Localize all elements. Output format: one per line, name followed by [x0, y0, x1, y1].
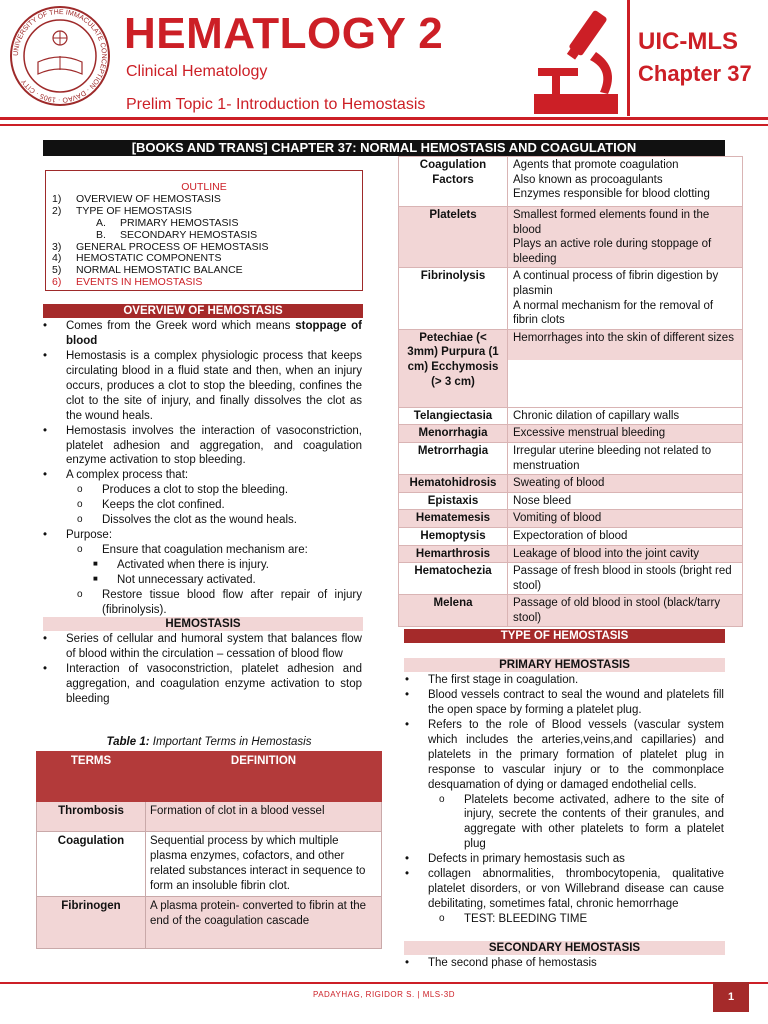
table-row: Hematemesis Vomiting of blood [399, 510, 743, 528]
type-heading: TYPE OF HEMOSTASIS [404, 629, 725, 643]
table-row: Coagulation Sequential process by which multiple plasma enzymes, cofactors, and other related substances interact in sequence to form an insoluble fibrin clot. [37, 832, 382, 897]
overview-heading: OVERVIEW OF HEMOSTASIS [43, 304, 363, 318]
footer-rule [0, 982, 768, 984]
bullet-item: • Defects in primary hemostasis such as [398, 852, 724, 867]
square-bullet-item: ■ Activated when there is injury. [36, 558, 362, 573]
table-row: Fibrinolysis A continual process of fibrin digestion by plasmin A normal mechanism for the removal of fibrin clots [399, 268, 743, 329]
primary-section [398, 673, 724, 927]
sub-bullet-item: o Platelets become activated, adhere to the site of injury, secrete the contents of their granules, and aggregate with other platelets to form a platelet plug [398, 793, 724, 853]
bullet-item: • Refers to the role of Blood vessels (vascular system which includes the arteries,veins,and capillaries) and platelets in the primary formation of platelet plug in response to vascular injury or to the commonplace desquamation of dying or damaged endothelial cells. [398, 718, 724, 793]
course-subtitle: Clinical Hematology [126, 63, 268, 80]
outline-item: 6) EVENTS IN HEMOSTASIS [52, 276, 203, 289]
outline-item: 4) HEMOSTATIC COMPONENTS [52, 252, 222, 265]
hemostasis-section [36, 632, 362, 707]
header-rule [0, 117, 768, 120]
table-row: Coagulation Factors Agents that promote coagulation Also known as procoagulants Enzymes responsible for blood clotting [399, 157, 743, 207]
table-row: Platelets Smallest formed elements found in the blood Plays an active role during stoppage of bleeding [399, 207, 743, 268]
primary-heading: PRIMARY HEMOSTASIS [404, 658, 725, 672]
table-row: Petechiae (< 3mm) Purpura (1 cm) Ecchymosis (> 3 cm) Hemorrhages into the skin of different sizes [399, 329, 743, 407]
document-banner: [BOOKS AND TRANS] CHAPTER 37: NORMAL HEMOSTASIS AND COAGULATION [43, 140, 725, 156]
table-row: Hemarthrosis Leakage of blood into the joint cavity [399, 545, 743, 563]
sub-bullet-item: o TEST: BLEEDING TIME [398, 912, 724, 927]
sub-bullet-item: o Produces a clot to stop the bleeding. [36, 483, 362, 498]
sub-bullet-item: o Keeps the clot confined. [36, 498, 362, 513]
table-row: Fibrinogen A plasma protein- converted to fibrin at the end of the coagulation cascade [37, 896, 382, 948]
table-header: TERMS [37, 752, 146, 802]
table-row: Hematohidrosis Sweating of blood [399, 475, 743, 493]
page-number: 1 [713, 982, 749, 1012]
table-row: Thrombosis Formation of clot in a blood vessel [37, 802, 382, 832]
bullet-item: • Comes from the Greek word which means stoppage of blood [36, 319, 362, 349]
chapter-label: Chapter 37 [638, 61, 752, 86]
bullet-item: • A complex process that: [36, 468, 362, 483]
org-label: UIC-MLS [638, 28, 738, 55]
footer-author: PADAYHAG, RIGIDOR S. | MLS-3D [312, 990, 456, 999]
square-bullet-item: ■ Not unnecessary activated. [36, 573, 362, 588]
bullet-item: • Hemostasis is a complex physiologic process that keeps circulating blood in a fluid state and then, when an injury occurs, produces a clot to stop the bleeding, confines the clot to the site of injury, and finally dissolves the clot as the wound heals. [36, 349, 362, 424]
overview-section [36, 319, 362, 618]
table-row: Metrorrhagia Irregular uterine bleeding not related to menstruation [399, 442, 743, 474]
bullet-item: • Interaction of vasoconstriction, platelet adhesion and aggregation, and coagulation enzyme activation to stop bleeding [36, 662, 362, 707]
table-row: Melena Passage of old blood in stool (black/tarry stool) [399, 595, 743, 627]
outline-item: 2) TYPE OF HEMOSTASIS [52, 204, 192, 217]
hemostasis-heading: HEMOSTASIS [43, 617, 363, 631]
course-title: HEMATLOGY 2 [124, 9, 444, 58]
outline-title: OUTLINE [181, 181, 227, 193]
topic-title: Prelim Topic 1- Introduction to Hemostasis [126, 96, 426, 113]
header-divider [627, 0, 630, 116]
sub-bullet-item: o Dissolves the clot as the wound heals. [36, 513, 362, 528]
svg-text:UNIVERSITY OF THE IMMACULATE C: UNIVERSITY OF THE IMMACULATE CONCEPTION · DAVAO · 1905 · CITY [12, 8, 108, 104]
table-row: Telangiectasia Chronic dilation of capillary walls [399, 407, 743, 425]
table-caption: Table 1: Important Terms in Hemostasis [106, 736, 312, 748]
bullet-item: • The first stage in coagulation. [398, 673, 724, 688]
outline-item: 5) NORMAL HEMOSTATIC BALANCE [52, 264, 243, 277]
table-row: Menorrhagia Excessive menstrual bleeding [399, 425, 743, 443]
bullet-item: • Blood vessels contract to seal the wound and platelets fill the open space by forming a platelet plug. [398, 688, 724, 718]
secondary-section [398, 956, 724, 971]
hemostasis-terms-table [398, 156, 743, 627]
bullet-item: • collagen abnormalities, thrombocytopenia, qualitative platelet disorders, or von Willebrand disease can cause debilitating, sometimes fatal, chronic hemorrhage [398, 867, 724, 912]
bullet-item: • The second phase of hemostasis [398, 956, 724, 971]
important-terms-table [36, 751, 382, 949]
outline-item: 1) OVERVIEW OF HEMOSTASIS [52, 192, 221, 205]
university-seal-logo [8, 4, 112, 108]
bullet-item: • Purpose: [36, 528, 362, 543]
table-row: Epistaxis Nose bleed [399, 492, 743, 510]
table-header: DEFINITION [146, 752, 382, 802]
table-row: Hemoptysis Expectoration of blood [399, 527, 743, 545]
bullet-item: • Series of cellular and humoral system that balances flow of blood within the circulation – cessation of blood flow [36, 632, 362, 662]
outline-item: 3) GENERAL PROCESS OF HEMOSTASIS [52, 240, 269, 253]
bullet-item: • Hemostasis involves the interaction of vasoconstriction, platelet adhesion and aggregation, and coagulation enzyme activation to stop bleeding. [36, 424, 362, 469]
outline-box [45, 170, 363, 291]
outline-subitem: A. PRIMARY HEMOSTASIS [96, 216, 239, 229]
sub-bullet-item: o Restore tissue blood flow after repair of injury (fibrinolysis). [36, 588, 362, 618]
sub-bullet-item: o Ensure that coagulation mechanism are: [36, 543, 362, 558]
header-rule-thin [0, 124, 768, 126]
outline-subitem: B. SECONDARY HEMOSTASIS [96, 228, 258, 241]
secondary-heading: SECONDARY HEMOSTASIS [404, 941, 725, 955]
table-row: Hematochezia Passage of fresh blood in stools (bright red stool) [399, 563, 743, 595]
microscope-icon [530, 6, 625, 118]
